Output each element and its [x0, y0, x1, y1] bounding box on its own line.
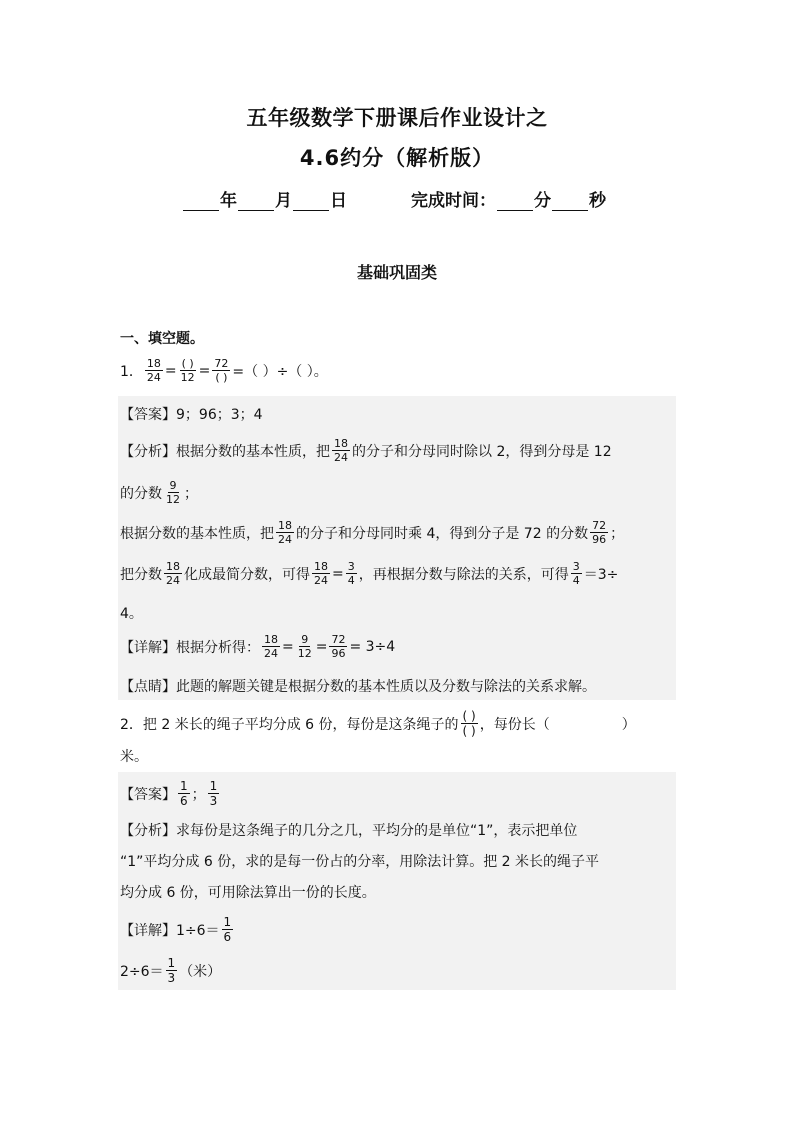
year-blank [183, 192, 219, 211]
q2-answer: 【答案】 $\frac{1}{6}$ ； $\frac{1}{3}$ [120, 779, 218, 808]
q2-analysis-line1: 【分析】 求每份是这条绳子的几分之几，平均分的是单位“1”，表示把单位 [120, 823, 578, 839]
q1-analysis-frac-c: $\frac{18}{24}$ [278, 519, 292, 546]
section-heading: 基础巩固类 [356, 263, 437, 282]
q1-analysis-line1: 【分析】 根据分数的基本性质，把 $\frac{18}{24}$ 的分子和分母同时除以 2，得到分母是 12 [120, 437, 612, 464]
q1-analysis-frac-b: $\frac{9}{12}$ [166, 479, 180, 506]
doc-subtitle: 4.6约分（解析版） [299, 146, 495, 170]
q1-detail: 【详解】 根据分析得： $\frac{18}{24}$ = $\frac{9}{12}$ = $\frac{72}{96}$ = 3÷4 [120, 633, 396, 660]
q1-frac-2: $\frac{( )}{12}$ [180, 357, 195, 384]
month-blank [238, 192, 274, 211]
second-label: 秒 [589, 191, 606, 211]
q1-point: 【点睛】 此题的解题关键是根据分数的基本性质以及分数与除法的关系求解。 [120, 679, 596, 695]
year-label: 年 [220, 191, 237, 211]
day-label: 日 [330, 191, 347, 211]
q1-frac-1: $\frac{18}{24}$ [146, 357, 161, 384]
minute-label: 分 [534, 191, 551, 211]
q2-detail-frac-1: $\frac{1}{6}$ [223, 915, 232, 944]
q1-detail-frac-3: $\frac{72}{96}$ [331, 633, 346, 660]
minute-blank [497, 192, 533, 211]
q2-answer-frac-2: $\frac{1}{3}$ [209, 779, 218, 808]
q2-detail-line1: 【详解】 1÷6＝ $\frac{1}{6}$ [120, 915, 232, 944]
q2-blank-frac: $\frac{( )}{( )}$ [462, 709, 476, 738]
q2-stem-line2: 米。 [120, 749, 148, 765]
doc-title: 五年级数学下册课后作业设计之 [246, 106, 548, 130]
date-time-line [182, 186, 606, 211]
q1-frac-3: $\frac{72}{( )}$ [214, 357, 229, 384]
q1-analysis-line2: 的分数 $\frac{9}{12}$ ； [120, 479, 198, 506]
q2-detail-frac-2: $\frac{1}{3}$ [167, 956, 176, 985]
q1-analysis-frac-h: $\frac{3}{4}$ [572, 560, 580, 587]
q1-analysis-frac-d: $\frac{72}{96}$ [592, 519, 607, 546]
q1-analysis-line5: 4。 [120, 606, 143, 622]
q1-stem: 1． $\frac{18}{24}$ = $\frac{( )}{12}$ = $\frac{72}{( )}$ =（ ）÷（ ）。 [120, 357, 328, 384]
q2-analysis-line2: “1”平均分成 6 份，求的是每一份占的分率，用除法计算。把 2 米长的绳子平 [120, 854, 600, 870]
time-label: 完成时间： [411, 191, 496, 211]
q1-analysis-frac-g: $\frac{3}{4}$ [347, 560, 355, 587]
q1-detail-frac-1: $\frac{18}{24}$ [264, 633, 278, 660]
q1-analysis-line3: 根据分数的基本性质，把 $\frac{18}{24}$ 的分子和分母同时乘 4，得到分子是 72 的分数 $\frac{72}{96}$ ； [120, 519, 625, 546]
q2-stem-line1: 2．把 2 米长的绳子平均分成 6 份，每份是这条绳子的 $\frac{( )}{( )}$ ，每份长（ ） [120, 709, 636, 738]
q1-analysis-frac-a: $\frac{18}{24}$ [334, 437, 348, 464]
q1-answer: 【答案】 9；96；3；4 [120, 407, 263, 423]
q2-analysis-line3: 均分成 6 份，可用除法算出一份的长度。 [120, 885, 376, 901]
part-heading: 一、填空题。 [120, 331, 204, 347]
second-blank [552, 192, 588, 211]
day-blank [293, 192, 329, 211]
q2-answer-frac-1: $\frac{1}{6}$ [180, 779, 188, 808]
q1-analysis-frac-f: $\frac{18}{24}$ [314, 560, 328, 587]
q2-detail-line2: 2÷6＝ $\frac{1}{3}$ （米） [120, 956, 222, 985]
month-label: 月 [275, 191, 292, 211]
q1-analysis-frac-e: $\frac{18}{24}$ [166, 560, 180, 587]
q1-detail-frac-2: $\frac{9}{12}$ [297, 633, 312, 660]
q1-analysis-line4: 把分数 $\frac{18}{24}$ 化成最简分数，可得 $\frac{18}{24}$ = $\frac{3}{4}$ ，再根据分数与除法的关系，可得 $\frac{3}{4}$ ＝3÷ [120, 560, 619, 587]
